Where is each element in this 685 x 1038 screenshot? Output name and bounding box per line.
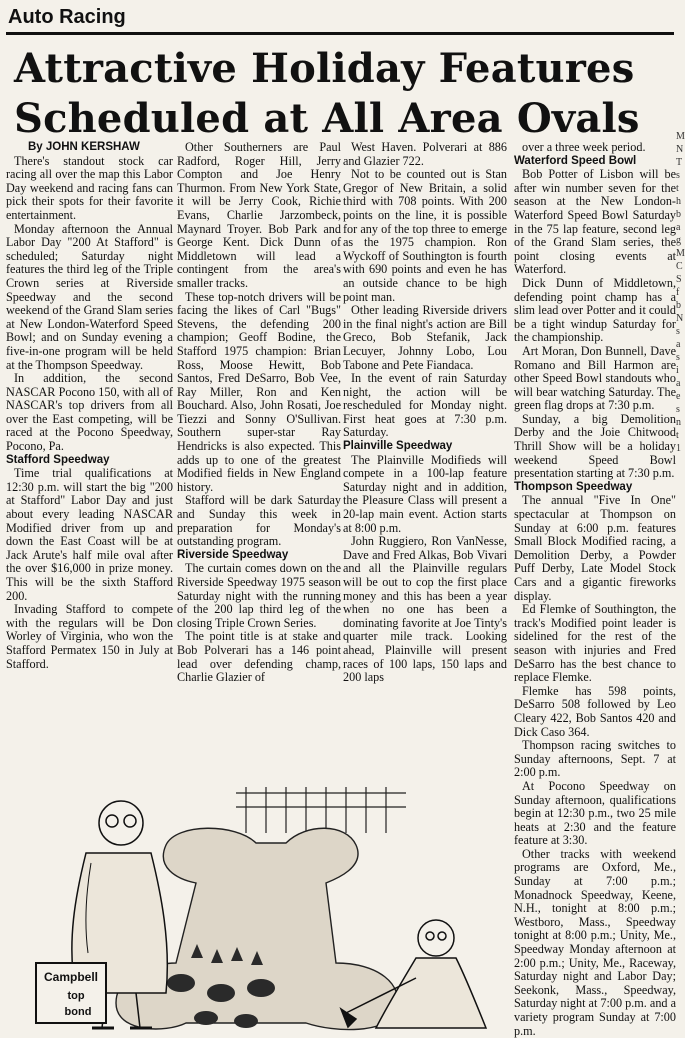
headline-line-1: Attractive Holiday Features xyxy=(14,45,635,92)
gardening-cartoon xyxy=(6,783,506,1036)
headline-line-2: Scheduled at All Area Ovals xyxy=(14,95,640,142)
paragraph: The curtain comes down on the Riverside Speedway 1975 season Saturday night with the running of the 200 lap third leg of the closing Triple Crown Series. xyxy=(177,561,341,630)
paragraph: There's standout stock car racing all over the map this Labor Day weekend and racing fans can pick their spots for their favorite entertainment. xyxy=(6,153,173,222)
paragraph: John Ruggiero, Ron VanNesse, Dave and Fred Alkas, Bob Vivari and all the Plainville regulars will be out to cop the first place money and this has been a year when no one has been a dominating favorite at Joe Tinty's quarter mile track. Looking ahead, Plainville will present races of 100 laps, 150 laps and 200 laps xyxy=(343,534,507,685)
subhead: Stafford Speedway xyxy=(6,453,110,466)
paragraph: Monday afternoon the Annual Labor Day "200 At Stafford" is scheduled; Saturday night features the third leg of the Triple Crown series at Riverside Speedway and the second weekend of the Grand Slam series at New London-Waterford Speed Bowl; and on Sunday evening a five-in-one program will be held at the Thompson Speedway. xyxy=(6,221,173,372)
paragraph: West Haven. Polverari at 886 and Glazier 722. xyxy=(343,140,507,168)
sign-line-3: bond xyxy=(64,1006,92,1018)
paragraph: At Pocono Speedway on Sunday afternoon, qualifications begin at 12:30 p.m., two 25 mile heats at 2:30 and the feature feature at 3:30. xyxy=(514,778,676,848)
paragraph: In the event of rain Saturday night, the action will be rescheduled for Monday night. First heat goes at 7:30 p.m. Saturday. xyxy=(343,371,507,440)
paragraph: over a three week period. xyxy=(522,140,646,154)
section-label: Auto Racing xyxy=(8,6,126,28)
article-column-4 xyxy=(514,141,676,1038)
article-column-2 xyxy=(177,141,341,685)
campbell-sign xyxy=(36,963,106,1023)
subhead: Riverside Speedway xyxy=(177,548,289,561)
sign-line-2: top xyxy=(67,990,85,1002)
paragraph: Ed Flemke of Southington, the track's Modified point leader is sidelined for the rest of the season with injuries and Fred DeSarro has the best chance to replace Flemke. xyxy=(514,602,676,685)
paragraph: Dick Dunn of Middletown, defending point champ has a slim lead over Potter and it could be a tight windup Saturday for the championship. xyxy=(514,275,676,345)
adjacent-column-fragment: M N T s t h b a g M C S f b N s a s i a e s n t 1 xyxy=(676,131,685,454)
subhead: Plainville Speedway xyxy=(343,440,453,453)
paragraph: These top-notch drivers will be facing the likes of Carl "Bugs" Stevens, the defending 200 champion; Geoff Bodine, the Stafford 1975 champion: Brian Ross, Moose Hewitt, Bob Santos, Fred DeSarro, Bob Vee, Ray Miller, Ron and Ken Bouchard. Also, John Rosati, Joe Tiezzi and Sonny O'Sullivan. Southern super-star Ray Hendricks is also expected. This adds up to one of the greatest Modified fields in New England history. xyxy=(177,289,341,494)
paragraph: Stafford will be dark Saturday and Sunday this week in preparation for Monday's outstanding program. xyxy=(177,493,341,549)
subhead: Waterford Speed Bowl xyxy=(514,154,637,167)
paragraph: Invading Stafford to compete with the regulars will be Don Worley of Virginia, who won the Stafford Permatex 150 in July at Stafford. xyxy=(6,602,173,671)
sign-line-1: Campbell xyxy=(43,970,99,984)
byline: By JOHN KERSHAW xyxy=(28,141,140,153)
paragraph: In addition, the second NASCAR Pocono 150, with all of NASCAR's top drivers from all over the East competing, will be raced at the Pocono Speedway, Pocono, Pa. xyxy=(6,371,173,454)
paragraph: Not to be counted out is Stan Gregor of New Britain, a solid third with 708 points. With 200 points on the line, it is possible for any of the top three to emerge as the 1975 champion. Ron Wyckoff of Southington is fourth with 690 points and even he has an outside chance to be high point man. xyxy=(343,167,507,304)
paragraph: The Plainville Modifieds will compete in a 100-lap feature Saturday night and in addition, the Pleasure Class will present a 20-lap main event. Action starts at 8:00 p.m. xyxy=(343,452,507,535)
paragraph: The annual "Five In One" spectacular at Thompson on Sunday at 6:00 p.m. features Small Block Modified racing, a Demolition Derby, a Powder Puff Derby, Late Model Stock Cars and a gigantic fireworks display. xyxy=(514,493,676,603)
paragraph: Other tracks with weekend programs are Oxford, Me., Sunday at 7:00 p.m.; Monadnock Speedway, Keene, N.H., tonight at 8:00 p.m.; Westboro, Mass., Speedway tonight at 8:00 p.m.; Unity, Me., Speedway Monday afternoon at 2:00 p.m.; Unity, Me., Raceway, Saturday night and Labor Day; Seekonk, Mass., Speedway, Saturday night at 7:00 p.m. and a variety program Sunday at 7:00 p.m. xyxy=(514,846,676,1038)
paragraph: Flemke has 598 points, DeSarro 508 followed by Leo Cleary 422, Bob Santos 420 and Dick Caso 364. xyxy=(514,683,676,739)
paragraph: Other Southerners are Paul Radford, Roger Hill, Jerry Compton and Joe Henry Thurmon. From New York State, it will be Jerry Cook, Richie Evans, Charlie Jarzombeck, Maynard Troyer. Bob Park and George Kent. Dick Dunn of Middletown will lead a contingent from the area's smaller tracks. xyxy=(177,140,341,290)
article-column-3 xyxy=(343,141,507,685)
paragraph: Thompson racing switches to Sunday afternoons, Sept. 7 at 2:00 p.m. xyxy=(514,738,676,780)
paragraph: Art Moran, Don Bunnell, Dave Romano and Bill Harmon are other Speed Bowl standouts who will bear watching Saturday. The green flag drops at 7:30 p.m. xyxy=(514,343,676,413)
subhead: Thompson Speedway xyxy=(514,480,633,493)
article-column-1 xyxy=(6,141,173,671)
paragraph: Time trial qualifications at 12:30 p.m. will start the big "200 at Stafford" Labor Day and just about every leading NASCAR Modified driver from up and down the East Coast will be at Jack Arute's half mile oval after the over $16,000 in prize money. This will be the sixth Stafford 200. xyxy=(6,466,173,603)
paragraph: Bob Potter of Lisbon will be after win number seven for the season at the New London-Waterford Speed Bowl Saturday in the 75 lap feature, second leg of the Grand Slam series, the point closing events at Waterford. xyxy=(514,167,676,277)
section-rule xyxy=(6,32,674,35)
fence xyxy=(236,787,406,833)
paragraph: Sunday, a big Demolition Derby and the Joie Chitwood Thrill Show will be a holiday weekend Speed Bowl presentation starting at 7:30 p.m. xyxy=(514,411,676,481)
paragraph: Other leading Riverside drivers in the final night's action are Bill Greco, Bob Stefanik, Jack Lecuyer, Johnny Lobo, Lou Tabone and Pete Fiandaca. xyxy=(343,303,507,372)
paragraph: The point title is at stake and Bob Polverari has a 146 point lead over defending champ, Charlie Glazier of xyxy=(177,629,341,685)
